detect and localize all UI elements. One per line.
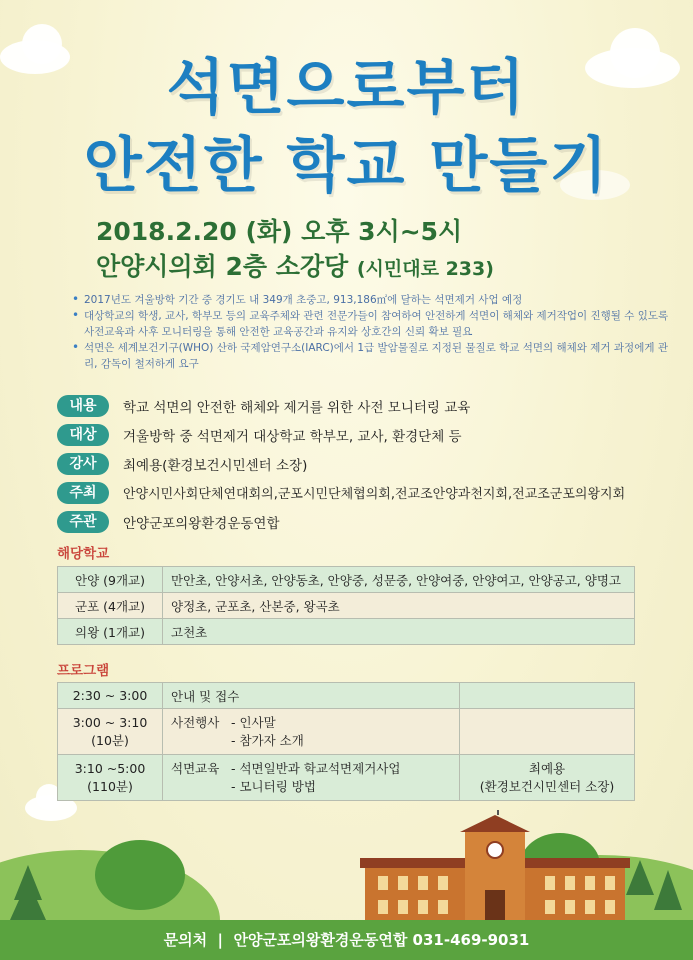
program-duration: (110분) — [87, 778, 133, 794]
program-time: 3:10 ~5:00 — [74, 760, 146, 776]
info-row-content — [57, 391, 677, 420]
program-detail-cell — [163, 755, 460, 801]
table-row — [58, 619, 635, 645]
poster-title-line1: 석면으로부터 — [166, 53, 527, 123]
info-value: 안양시민사회단체연대회의,군포시민단체협의회,전교조안양과천지회,전교조군포의왕지회 — [123, 487, 626, 502]
school-list: 만안초, 안양서초, 안양동초, 안양중, 성문중, 안양여중, 안양여고, 안양공고, 양명고 — [163, 567, 635, 593]
program-heading: 프로그램 — [57, 663, 110, 679]
schools-table — [57, 566, 635, 645]
clock-icon — [487, 842, 503, 858]
info-row-target — [57, 420, 677, 449]
info-value: 학교 석면의 안전한 해체와 제거를 위한 사전 모니터링 교육 — [123, 399, 471, 416]
program-speaker — [460, 709, 635, 755]
event-info-list — [57, 391, 677, 536]
note-item: • 대상학교의 학생, 교사, 학부모 등의 교육주체와 관련 전문가들이 참여하여 안전하게 석면이 해체와 제거작업이 진행될 수 있도록 사전교육과 사후 모니터링을 통해 안전한 교육공간과 유지와 상호간의 신뢰 확보 필요 — [72, 308, 672, 340]
notes-list — [72, 292, 672, 372]
info-tag: 강사 — [57, 453, 109, 475]
program-time: 3:00 ~ 3:10 — [72, 714, 148, 730]
program-item: - 석면일반과 학교석면제거사업 — [231, 760, 401, 776]
table-row — [58, 683, 635, 709]
school-region: 안양 (9개교) — [58, 567, 163, 593]
info-value: 겨울방학 중 석면제거 대상학교 학부모, 교사, 환경단체 등 — [123, 428, 462, 445]
program-time-cell — [58, 709, 163, 755]
flagpole — [497, 810, 499, 815]
program-item: - 참가자 소개 — [231, 732, 304, 748]
program-item: - 인사말 — [231, 714, 276, 730]
program-time: 2:30 ~ 3:00 — [58, 683, 163, 709]
info-row-organizer — [57, 507, 677, 536]
program-title: 석면교육 — [171, 760, 220, 776]
info-tag: 대상 — [57, 424, 109, 446]
program-speaker-cell — [460, 755, 635, 801]
info-value: 안양군포의왕환경운동연합 — [123, 515, 280, 532]
program-title: 안내 및 접수 — [163, 683, 460, 709]
school-list: 양정초, 군포초, 산본중, 왕곡초 — [163, 593, 635, 619]
event-place — [96, 247, 494, 283]
program-title: 사전행사 — [171, 714, 220, 730]
note-item: • 석면은 세계보건기구(WHO) 산하 국제암연구소(IARC)에서 1급 발암물질로 지정된 물질로 학교 석면의 해체와 제거 과정에게 관리, 감독이 철저하게 요구 — [72, 340, 672, 372]
program-time-cell — [58, 755, 163, 801]
program-item: - 모니터링 방법 — [231, 778, 316, 794]
schools-heading: 해당학교 — [57, 546, 110, 562]
table-row — [58, 755, 635, 801]
note-item: • 2017년도 겨울방학 기간 중 경기도 내 349개 초중고, 913,186㎡에 달하는 석면제거 사업 예정 — [72, 292, 672, 308]
info-tag: 주최 — [57, 482, 109, 504]
contact-footer: 문의처 | 안양군포의왕환경운동연합 031-469-9031 — [163, 931, 530, 949]
poster-title-line2: 안전한 학교 만들기 — [83, 131, 610, 201]
event-datetime: 2018.2.20 (화) 오후 3시~5시 — [96, 217, 463, 246]
event-place-name: 안양시의회 2층 소강당 — [96, 252, 349, 281]
school-region: 의왕 (1개교) — [58, 619, 163, 645]
tree-icon — [95, 840, 185, 910]
program-duration: (10분) — [91, 732, 129, 748]
table-row — [58, 709, 635, 755]
program-speaker — [460, 683, 635, 709]
program-speaker: 최예용 — [528, 760, 566, 776]
event-address: (시민대로 233) — [356, 258, 494, 280]
school-region: 군포 (4개교) — [58, 593, 163, 619]
info-tag: 주관 — [57, 511, 109, 533]
table-row — [58, 593, 635, 619]
table-row — [58, 567, 635, 593]
program-table — [57, 682, 635, 801]
program-speaker-org: (환경보건시민센터 소장) — [479, 778, 615, 794]
school-list: 고천초 — [163, 619, 635, 645]
info-row-host — [57, 478, 677, 507]
program-detail-cell — [163, 709, 460, 755]
school-tower-roof — [460, 815, 530, 832]
info-value: 최예용(환경보건시민센터 소장) — [123, 457, 308, 474]
info-row-lecturer — [57, 449, 677, 478]
info-tag: 내용 — [57, 395, 109, 417]
